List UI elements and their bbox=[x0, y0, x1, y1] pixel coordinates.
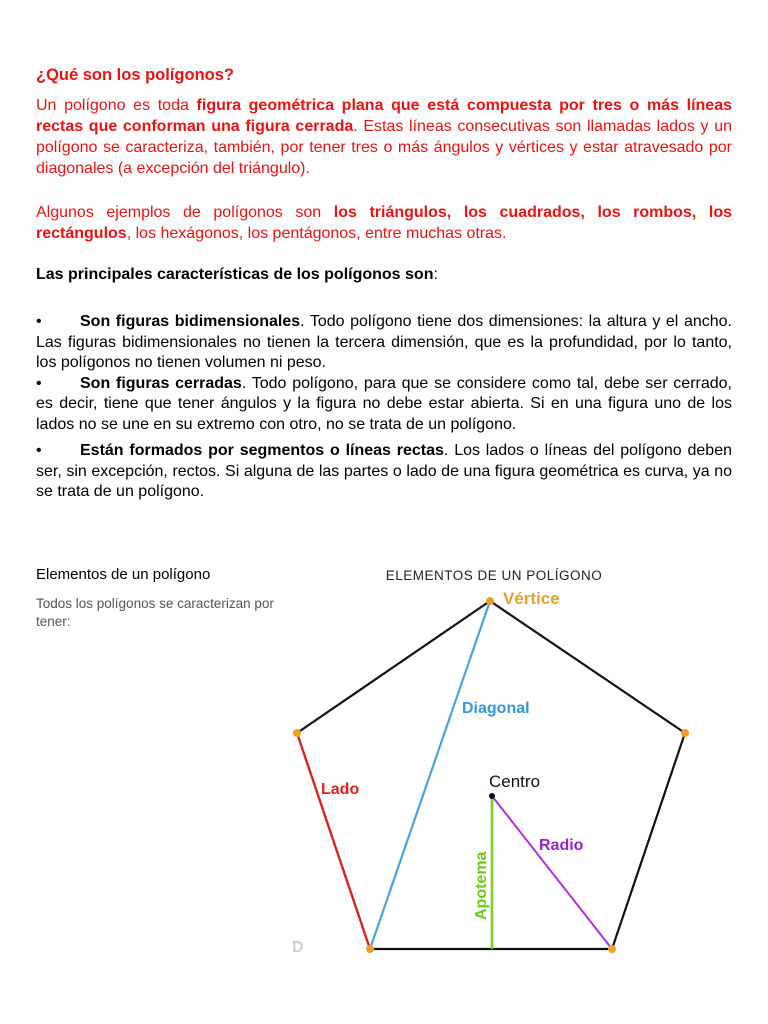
bullet: • bbox=[36, 374, 42, 392]
bullet: • bbox=[36, 313, 42, 330]
radius-label: Radio bbox=[539, 837, 584, 854]
characteristics-heading-text: Las principales características de los polígonos son bbox=[36, 266, 434, 283]
definition-bold: figura geométrica plana que está compuesta por tres o más líneas rectas que conforman una figura cerrada bbox=[36, 97, 732, 135]
elements-description: Todos los polígonos se caracterizan por tener: bbox=[36, 596, 274, 629]
vertex-point bbox=[486, 597, 494, 605]
item-bold: Son figuras cerradas bbox=[80, 374, 242, 392]
radius-line bbox=[492, 796, 612, 949]
characteristics-heading-colon: : bbox=[433, 266, 438, 283]
examples-intro: Algunos ejemplos de polígonos son bbox=[36, 204, 334, 221]
vertex-point bbox=[608, 945, 616, 953]
item-bold: Son figuras bidimensionales bbox=[80, 313, 301, 330]
section-title: ¿Qué son los polígonos? bbox=[36, 66, 234, 84]
diagram-title: ELEMENTOS DE UN POLÍGONO bbox=[385, 568, 603, 583]
diagonal-line bbox=[370, 601, 490, 949]
watermark-logo: D bbox=[292, 939, 304, 956]
vertex-point bbox=[293, 729, 301, 737]
bullet: • bbox=[36, 442, 42, 459]
diagonal-label: Diagonal bbox=[462, 700, 530, 717]
vertex-point bbox=[366, 945, 374, 953]
vertex-label: Vértice bbox=[503, 589, 560, 608]
elements-heading: Elementos de un polígono bbox=[36, 566, 211, 583]
definition-rest: . Estas líneas consecutivas son llamadas lados y un polígono se caracteriza, también, por tener tres o más ángulos y vértices y estar atravesado por diagonales (a excepción del triángulo). bbox=[36, 118, 732, 177]
side-label: Lado bbox=[321, 781, 360, 798]
center-point bbox=[489, 793, 495, 799]
vertex-point bbox=[681, 729, 689, 737]
center-label: Centro bbox=[489, 772, 541, 791]
item-bold: Están formados por segmentos o líneas rectas bbox=[80, 442, 444, 459]
side-line bbox=[297, 733, 370, 949]
item-text: . Todo polígono, para que se considere como tal, debe ser cerrado, es decir, tiene que tener ángulos y la figura no debe estar abierta. Si en una figura uno de los lados no se une en su extremo con otro, no se trata de un polígono. bbox=[36, 374, 732, 433]
examples-rest: , los hexágonos, los pentágonos, entre muchas otras. bbox=[126, 225, 507, 242]
examples-bold: los triángulos, los cuadrados, los rombos, los rectángulos bbox=[36, 204, 732, 242]
definition-intro: Un polígono es toda bbox=[36, 97, 197, 114]
item-text: . Todo polígono tiene dos dimensiones: la altura y el ancho. Las figuras bidimensionales no tienen la tercera dimensión, que es la profundidad, por lo tanto, los polígonos no tienen volumen ni peso. bbox=[36, 313, 732, 371]
polygon-edge bbox=[612, 733, 685, 949]
item-text: . Los lados o líneas del polígono deben ser, sin excepción, rectos. Si alguna de las partes o lado de una figura geométrica es curva, ya no se trata de un polígono. bbox=[36, 442, 732, 500]
apothem-label: Apotema bbox=[473, 851, 490, 920]
